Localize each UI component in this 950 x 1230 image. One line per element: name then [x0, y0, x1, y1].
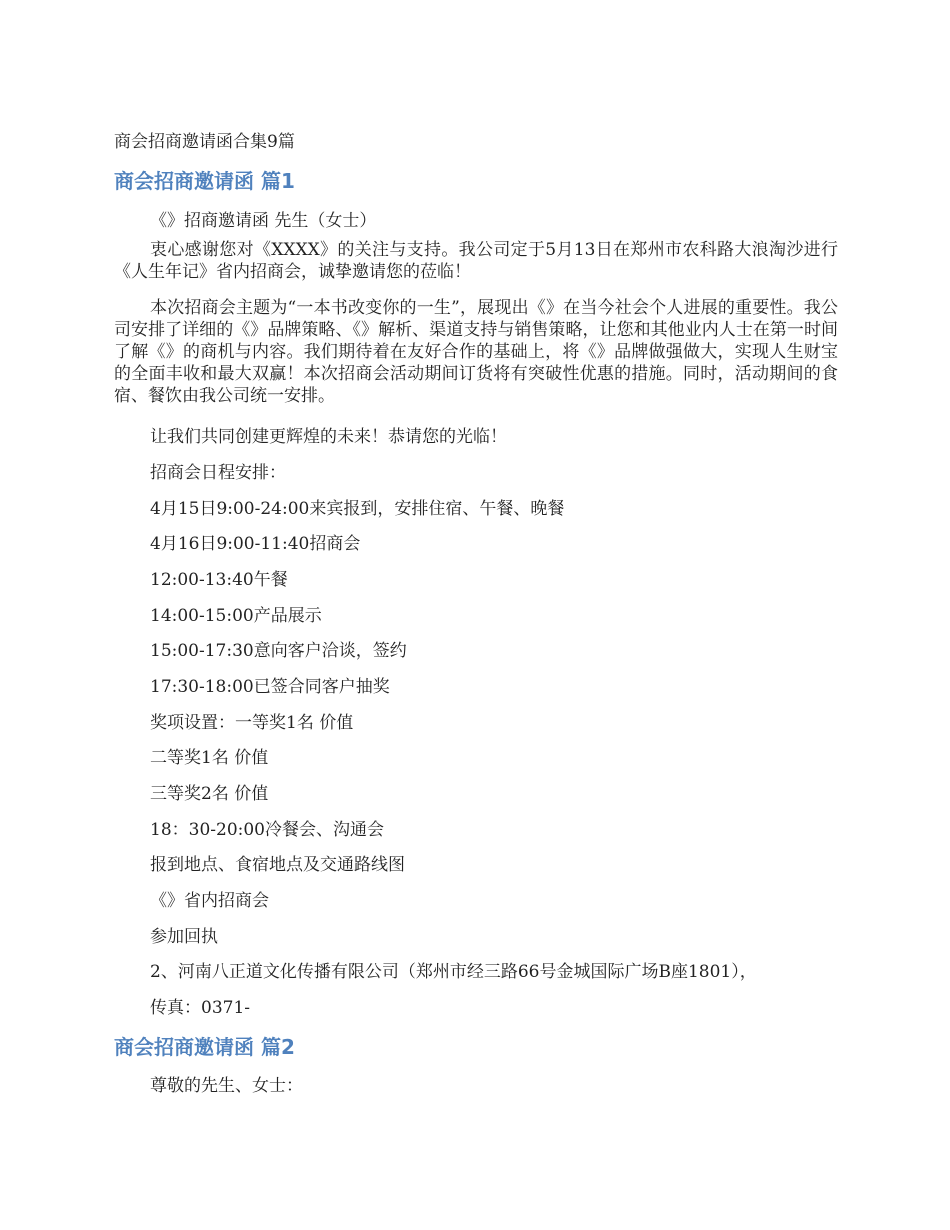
schedule-item: 4月15日9:00-24:00来宾报到，安排住宿、午餐、晚餐 [150, 499, 565, 519]
paragraph: 《》省内招商会 [150, 891, 269, 911]
section-heading-1: 商会招商邀请函 篇1 [114, 169, 295, 193]
schedule-item: 14:00-15:00产品展示 [150, 606, 322, 626]
paragraph: 参加回执 [150, 927, 218, 947]
paragraph: 《》招商邀请函 先生（女士） [150, 211, 377, 231]
prize-item: 奖项设置：一等奖1名 价值 [150, 713, 354, 733]
schedule-item: 4月16日9:00-11:40招商会 [150, 534, 361, 554]
schedule-item: 12:00-13:40午餐 [150, 570, 288, 590]
schedule-item: 17:30-18:00已签合同客户抽奖 [150, 677, 390, 697]
document-title: 商会招商邀请函合集9篇 [114, 132, 295, 152]
paragraph: 尊敬的先生、女士： [150, 1076, 303, 1096]
paragraph: 本次招商会主题为“一本书改变你的一生”，展现出《》在当今社会个人进展的重要性。我公司安排了详细的《》品牌策略、《》解析、渠道支持与销售策略，让您和其他业内人士在第一时间了解《》的商机与内容。我们期待着在友好合作的基础上，将《》品牌做强做大，实现人生财宝的全面丰收和最大双赢！本次招商会活动期间订货将有突破性优惠的措施。同时，活动期间的食宿、餐饮由我公司统一安排。 [114, 298, 838, 406]
paragraph: 报到地点、食宿地点及交通路线图 [150, 855, 405, 875]
paragraph: 传真：0371- [150, 998, 251, 1018]
paragraph: 让我们共同创建更辉煌的未来！恭请您的光临！ [150, 427, 507, 447]
paragraph: 衷心感谢您对《XXXX》的关注与支持。我公司定于5月13日在郑州市农科路大浪淘沙进行《人生年记》省内招商会，诚挚邀请您的莅临！ [114, 240, 838, 282]
schedule-item: 15:00-17:30意向客户洽谈，签约 [150, 641, 407, 661]
paragraph: 招商会日程安排： [150, 463, 286, 483]
prize-item: 二等奖1名 价值 [150, 748, 269, 768]
prize-item: 三等奖2名 价值 [150, 784, 269, 804]
schedule-item: 18：30-20:00冷餐会、沟通会 [150, 820, 384, 840]
section-heading-2: 商会招商邀请函 篇2 [114, 1035, 295, 1059]
paragraph: 2、河南八正道文化传播有限公司（郑州市经三路66号金城国际广场B座1801）， [150, 962, 757, 982]
